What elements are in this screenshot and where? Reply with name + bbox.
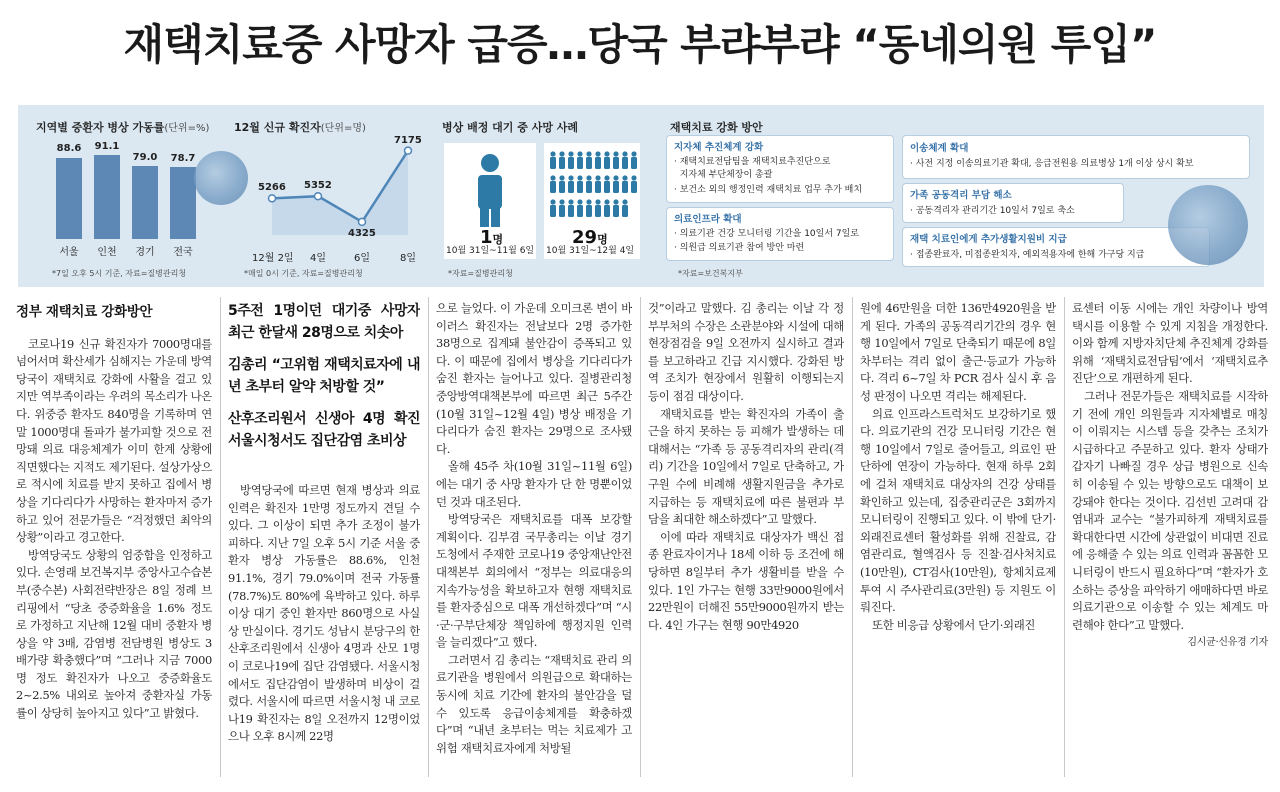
person-icon [622,175,628,193]
line-category-label: 8일 [400,253,417,264]
deaths-left-panel [444,143,536,259]
article-paragraph: 그러면서 김 총리는 “재택치료 관리 의료기관을 병원에서 의원급으로 확대하는 동시에 치료 기간에 환자의 불안감을 덜 수 있도록 응급이송체계를 확충하겠다”며 “내년 초부터는 먹는 치료제가 고위험 재택치료자에게 처방될 [436,652,632,755]
column-rule [428,297,429,777]
bar-category-label: 서울 [59,247,79,258]
line-point [405,147,412,154]
headline: 재택치료중 사망자 급증…당국 부랴부랴 “동네의원 투입” [123,20,1157,69]
plan-box-support-head: 재택 치료인에게 추가생활지원비 지급 [910,234,1067,245]
deaths-right-panel [544,143,640,259]
bar-value-label: 79.0 [132,152,158,164]
plan-box-support-line-1: · 접종완료자, 미접종완치자, 예외적용자에 한해 가구당 지급 [910,250,1145,260]
plan-box-local-head: 지자체 추진체계 강화 [674,142,764,153]
people-group-icon [544,143,640,229]
plan-box-transport-head: 이송체계 확대 [910,143,969,154]
bar-value-label: 78.7 [170,152,196,164]
column-rule [220,297,221,777]
bar-category-label: 경기 [135,247,155,258]
subheadline-3: 산후조리원서 신생아 4명 확진 서울시청서도 집단감염 초비상 [228,411,420,449]
person-icon [577,175,583,193]
article-paragraph: 코로나19 신규 확진자가 7000명대를 넘어서며 확산세가 심해지는 가운데 방역당국이 재택치료 강화에 사활을 걸고 있지만 역부족이라는 우려의 목소리가 나온다. 위중증 환자도 840명을 기록하며 연말 1000명대 돌파가 불가피할 것으로 전망돼 의료 대응체계가 이미 한계 상황에 직면했다는 지적도 제기된다. 설상가상으로 적시에 치료를 받지 못하고 집에서 병상을 기다리다가 사망하는 환자마저 증가하고 있어 전문가들은 “걱정했던 최악의 상황”이라고 경고한다. [16,336,212,545]
virus-illustration-right [1168,185,1248,265]
plan-box-local-line-1: · 재택치료전담팀을 재택치료추진단으로 [674,157,831,167]
article-column-5 [860,300,1056,784]
article-paragraph: 것”이라고 말했다. 김 총리는 이날 각 정부부처의 수장은 소관분야와 시설에 대해 현장점검을 9일 오전까지 실시하고 결과를 보고하라고 긴급 지시했다. 강화된 방역 조치가 현장에서 원활히 이행되는지 등이 점검 대상이다. [648,301,844,403]
article-paragraph: 원에 46만원을 더한 136만4920원을 받게 된다. 가족의 공동격리기간의 경우 현행 10일에서 7일로 단축되기 때문에 8일 차부터는 격리 없이 출근·등교가 가능하다. 격리 6~7일 차 PCR 검사 실시 후 음성 판정이 나오면 격리는 해제된다. [860,301,1056,403]
plan-box-local-line-2: 지자체 부단체장이 총괄 [674,170,773,180]
article-paragraph: 의료 인프라스트럭처도 보강하기로 했다. 의료기관의 건강 모니터링 기간은 현행 10일에서 7일로 줄어들고, 의료인 판단하에 연장이 가능하다. 현재 하루 2회에 걸쳐 재택치료 대상자의 건강 상태를 확인하고 있는데, 집중관리군은 3회까지 모니터링이 진행되고 있다. 이 밖에 단기·외래진료센터 활성화를 위해 진찰료, 감염관리료, 혈액검사 등 진찰·검사처치료(10만원), CT검사(10만원), 항체치료제 투여 시 주사관리료(3만원) 등 지원도 이뤄진다. [860,406,1056,615]
plan-box-family-head: 가족 공동격리 부담 해소 [910,190,1012,201]
person-icon [613,175,619,193]
subheadline-2: 김총리 “고위험 재택치료자에 내년 초부터 알약 처방할 것” [228,357,420,395]
bar-category-label: 인천 [97,247,117,258]
deaths-left-period: 10월 31일~11월 6일 [446,246,535,256]
article-paragraph: 재택치료를 받는 확진자의 가족이 출근을 하지 못하는 등 피해가 발생하는 데 대해서는 “가족 등 공동격리자의 관리(격리) 기간을 10일에서 7일로 단축하고, 가구원 수에 비례해 생활지원금을 추가로 지급하는 등 재택치료에 따른 불편과 부담을 최대한 해소하겠다”고 말했다. [648,406,844,527]
person-icon [604,175,610,193]
person-icon [586,151,592,169]
person-icon [613,151,619,169]
new-cases-note: *매일 0시 기준, 자료=질병관리청 [244,269,363,278]
column-rule [640,297,641,777]
line-point [269,195,276,202]
person-icon [550,151,556,169]
line-area-fill [272,151,408,235]
deaths-title: 병상 배정 대기 중 사망 사례 [442,121,579,134]
new-cases-unit: (단위=명) [320,123,366,134]
article-paragraph: 또한 비응급 상황에서 단기·외래진 [872,617,1036,632]
bar-category-label: 전국 [173,247,193,258]
line-value-label: 4325 [348,227,376,239]
bed-rate-title-text: 지역별 중환자 병상 가동률 [36,121,165,134]
line-category-label: 4일 [310,253,327,264]
article-column-1 [16,300,212,784]
article-paragraph: 으로 늘었다. 이 가운데 오미크론 변이 바이러스 확진자는 전날보다 2명 증가한 38명으로 집계돼 불안감이 증폭되고 있다. 이 때문에 집에서 병상을 기다리다가 숨진 환자는 늘어나고 있다. 질병관리청 중앙방역대책본부에 따르면 최근 5주간(10월 31일~12월 4일) 병상 배정을 기다리다가 숨진 환자는 29명으로 조사됐다. [436,301,632,456]
plan-title: 재택치료 강화 방안 [670,121,763,134]
person-icon [622,151,628,169]
person-icon [568,175,574,193]
article-paragraph: 올해 45주 차(10월 31일~11월 6일)에는 대기 중 사망 환자가 단 한 명뿐이었던 것과 대조된다. [436,459,632,509]
person-icon [595,151,601,169]
plan-box-infra-head: 의료인프라 확대 [674,214,742,225]
article-column-6 [1072,300,1268,784]
person-icon [577,151,583,169]
person-icon [604,199,610,217]
deaths-left-number: 1 [480,227,493,248]
person-icon [631,151,637,169]
person-icon [559,199,565,217]
bar-인천 [94,155,120,239]
person-icon [604,151,610,169]
bar-서울 [56,158,82,240]
infographic [18,105,1264,287]
line-point [315,193,322,200]
person-icon [586,175,592,193]
person-icon [559,151,565,169]
article-paragraph: 방역당국은 재택치료를 대폭 보강할 계획이다. 김부겸 국무총리는 이날 경기도청에서 주재한 코로나19 중앙재난안전대책본부 회의에서 “정부는 의료대응의 지속가능성을 확보하고자 현행 재택치료를 환자중심으로 대폭 개선하겠다”며 “시·군·구부단체장 책임하에 행정지원 인력을 늘리겠다”고 했다. [436,512,632,650]
person-icon [559,175,565,193]
person-icon [595,199,601,217]
deaths-right-period: 10월 31일~12월 4일 [546,246,635,256]
deaths-right-suffix: 명 [597,233,608,246]
deaths-note: *자료=질병관리청 [448,269,513,278]
column-rule [1064,297,1065,777]
bed-rate-chart [38,135,208,265]
bar-value-label: 91.1 [94,141,120,153]
line-category-label: 12월 2일 [252,253,294,264]
line-category-label: 6일 [354,253,371,264]
column-rule [852,297,853,777]
person-icon [568,151,574,169]
plan-box-infra-line-1: · 의료기관 건강 모니터링 기간을 10일서 7일로 [674,229,860,239]
article-column-4 [648,300,844,784]
article-paragraph: 방역당국도 상황의 엄중함을 인정하고 있다. 손영래 보건복지부 중앙사고수습본부(중수본) 사회전략반장은 8일 정례 브리핑에서 “당초 중증화율을 1.6% 정도로 가정하고 지난해 12월 대비 중환자 병상을 약 3배, 감염병 전담병원 병상도 3배가량 확충했다”며 “그러나 지금 7000명 정도 확진자가 나오고 중증화율도 2~2.5% 내외로 높아져 중환자실 가동률이 상당히 높아지고 있다”고 밝혔다. [16,547,212,721]
person-icon [577,199,583,217]
new-cases-line-svg [234,125,424,265]
article-paragraph: 그러나 전문가들은 재택치료를 시작하기 전에 개인 의원들과 지자체별로 매칭이 이뤄지는 시스템 등을 갖추는 조치가 시급하다고 주문하고 있다. 환자 상태가 갑자기 나빠질 경우 상급 병원으로 신속히 이송될 수 있는 방향으로도 대책이 보강돼야 한다는 것이다. 김선빈 고려대 감염내과 교수는 “불가피하게 재택치료를 확대한다면 시간에 상관없이 비대면 진료에 응해줄 수 있는 의료 인력과 꼼꼼한 모니터링이 반드시 필요하다”며 “환자가 호소하는 증상을 파악하기 애매하다면 바로 의료기관으로 이송할 수 있는 체계도 마련해야 한다”고 말했다. [1072,388,1268,632]
person-icon [550,175,556,193]
person-icon [595,175,601,193]
byline: 김시균·신유경 기자 [1187,637,1268,649]
line-point [359,218,366,225]
bed-rate-title [36,119,209,135]
plan-box-transport-line-1: · 사전 지정 이송의료기관 확대, 응급전원용 의료병상 1개 이상 상시 확보 [910,159,1194,169]
person-icon [631,175,637,193]
article-column-2 [228,300,420,784]
bed-rate-unit: (단위=%) [164,123,210,134]
section-title: 정부 재택치료 강화방안 [16,304,153,320]
bar-value-label: 88.6 [56,143,82,155]
bar-전국 [170,167,196,239]
person-icon [550,199,556,217]
article-paragraph: 이에 따라 재택치료 대상자가 백신 접종 완료자이거나 18세 이하 등 조건에 해당하면 8일부터 추가 생활비를 받을 수 있다. 1인 가구는 현행 33만9000원에서 22만원이 더해진 55만9000원까지 받는다. 4인 가구는 현행 90만4920 [648,529,844,632]
plan-box-local-line-3: · 보건소 외의 행정인력 재택치료 업무 추가 배치 [674,185,863,195]
deaths-left-suffix: 명 [492,233,504,246]
article-paragraph: 방역당국에 따르면 현재 병상과 의료 인력은 확진자 1만명 정도까지 견딜 수 있다. 그 이상이 되면 추가 조정이 불가피하다. 지난 7일 오후 5시 기준 서울 중환자 병상 가동률은 88.6%, 인천 91.1%, 경기 79.0%이며 전국 가동률(78.7%)도 80%에 육박하고 있다. 하루 이상 대기 중인 환자만 860명으로 사실상 만실이다. 경기도 성남시 분당구의 한 산후조리원에서 신생아 4명과 산모 1명이 코로나19에 집단 감염됐다. 서울시청에서도 집단감염이 발생하며 비상이 걸렸다. 서울시에 따르면 서울시청 내 코로나19 확진자는 8일 오전까지 12명이었으나 오후 8시께 22명 [228,483,420,744]
line-value-label: 5266 [258,182,286,194]
line-value-label: 7175 [394,134,422,146]
new-cases-title-text: 12월 신규 확진자 [234,121,321,134]
subheadline-1: 5주전 1명이던 대기중 사망자 최근 한달새 28명으로 치솟아 [228,303,420,341]
deaths-right-number: 29 [572,227,598,248]
article-column-3 [436,300,632,784]
person-icon [613,199,619,217]
bar-경기 [132,166,158,239]
plan-box-family-line-1: · 공동격리자 관리기간 10일서 7일로 축소 [910,206,1075,216]
plan-box-infra-line-2: · 의원급 의료기관 참여 방안 마련 [674,243,805,253]
person-icon [586,199,592,217]
new-cases-chart [234,125,424,265]
person-icon [568,199,574,217]
article-paragraph: 료센터 이동 시에는 개인 차량이나 방역택시를 이용할 수 있게 지침을 개정한다. 이와 함께 지방자치단체 추진체계 강화를 위해 ‘재택치료전담팀’에서 ‘재택치료추진단’으로 개편하게 된다. [1072,301,1268,386]
bed-rate-note: *7일 오후 5시 기준, 자료=질병관리청 [52,269,187,278]
plan-note: *자료=보건복지부 [678,269,743,278]
person-icon [622,199,628,217]
line-value-label: 5352 [304,180,332,192]
